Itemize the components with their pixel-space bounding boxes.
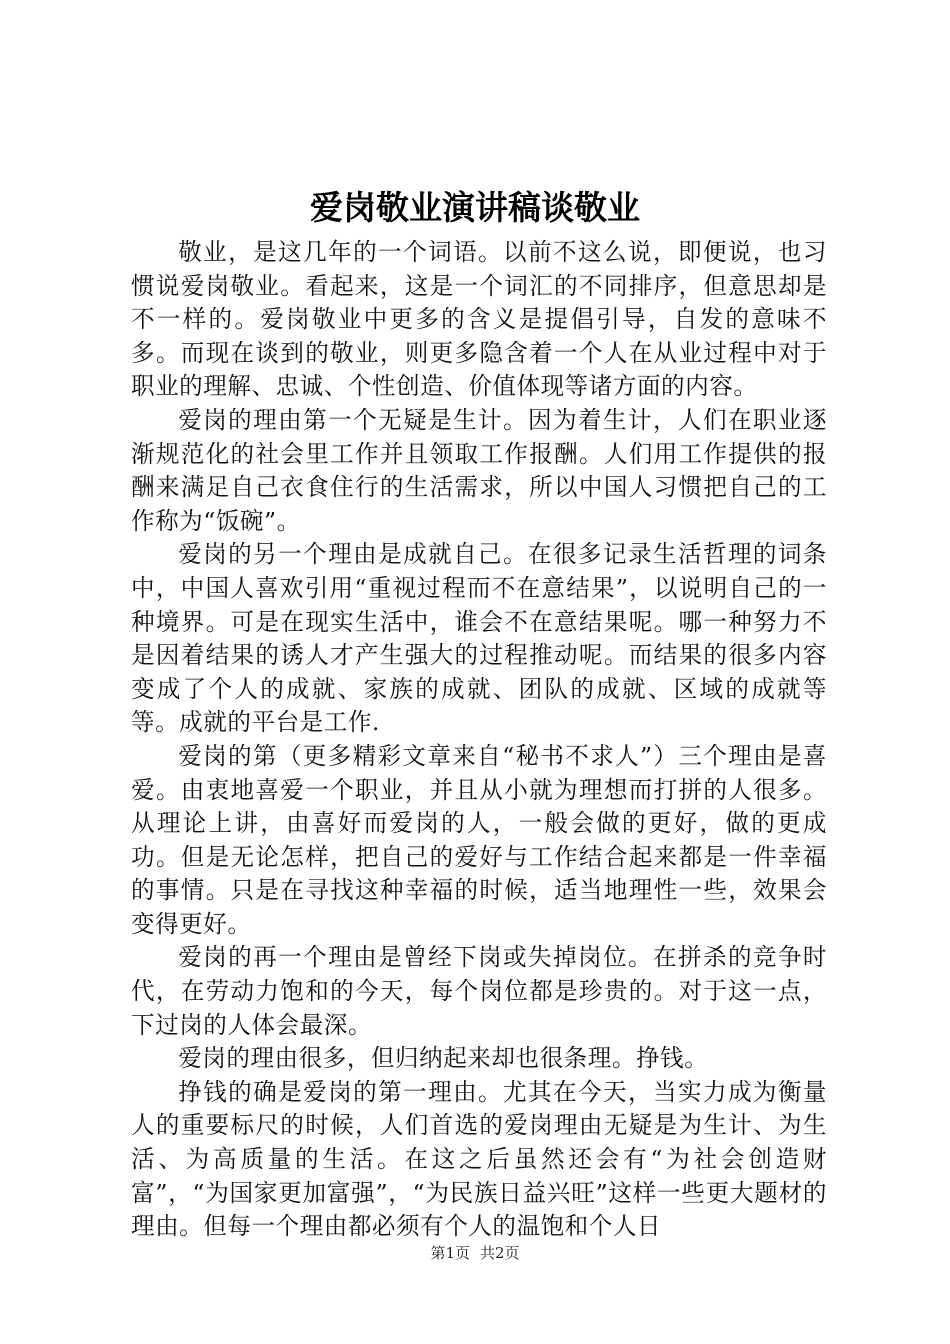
paragraph-2: 爱岗的理由第一个无疑是生计。因为着生计，人们在职业逐渐规范化的社会里工作并且领取工作报酬。人们用工作提供的报酬来满足自己衣食住行的生活需求，所以中国人习惯把自己的工作称为“饭碗”。 xyxy=(131,405,827,535)
paragraph-3: 爱岗的另一个理由是成就自己。在很多记录生活哲理的词条中，中国人喜欢引用“重视过程而不在意结果”，以说明自己的一种境界。可是在现实生活中，谁会不在意结果呢。哪一种努力不是因着结果的诱人才产生强大的过程推动呢。而结果的很多内容变成了个人的成就、家族的成就、团队的成就、区域的成就等等。成就的平台是工作. xyxy=(131,540,827,737)
page-number: 第1页 xyxy=(430,1244,470,1262)
document-body xyxy=(131,236,827,1244)
paragraph-7: 挣钱的确是爱岗的第一理由。尤其在今天，当实力成为衡量人的重要标尺的时候，人们首选的爱岗理由无疑是为生计、为生活、为高质量的生活。在这之后虽然还会有“为社会创造财富”，“为国家更加富强”，“为民族日益兴旺”这样一些更大题材的理由。但每一个理由都必须有个人的温饱和个人日 xyxy=(131,1077,827,1241)
paragraph-4: 爱岗的第（更多精彩文章来自“秘书不求人”）三个理由是喜爱。由衷地喜爱一个职业，并且从小就为理想而打拼的人很多。从理论上讲，由喜好而爱岗的人，一般会做的更好，做的更成功。但是无论怎样，把自己的爱好与工作结合起来都是一件幸福的事情。只是在寻找这种幸福的时候，适当地理性一些，效果会变得更好。 xyxy=(131,741,827,938)
document-title: 爱岗敬业演讲稿谈敬业 xyxy=(310,188,640,227)
paragraph-6: 爱岗的理由很多，但归纳起来却也很条理。挣钱。 xyxy=(178,1044,709,1073)
paragraph-1: 敬业，是这几年的一个词语。以前不这么说，即便说，也习惯说爱岗敬业。看起来，这是一个词汇的不同排序，但意思却是不一样的。爱岗敬业中更多的含义是提倡引导，自发的意味不多。而现在谈到的敬业，则更多隐含着一个人在从业过程中对于职业的理解、忠诚、个性创造、价值体现等诸方面的内容。 xyxy=(131,238,827,401)
page-footer xyxy=(0,1243,950,1263)
paragraph-5: 爱岗的再一个理由是曾经下岗或失掉岗位。在拼杀的竞争时代，在劳动力饱和的今天，每个岗位都是珍贵的。对于这一点，下过岗的人体会最深。 xyxy=(131,943,827,1039)
page-total: 共2页 xyxy=(480,1244,520,1262)
